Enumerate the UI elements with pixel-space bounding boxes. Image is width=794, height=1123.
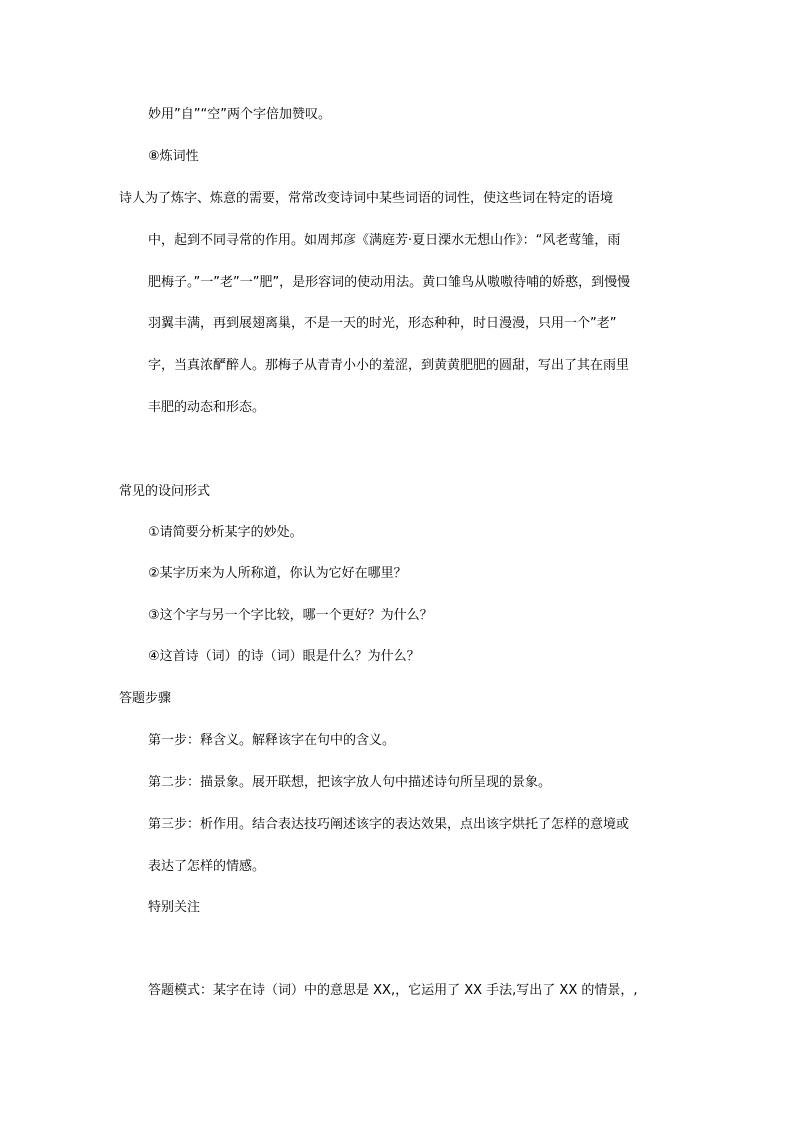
step-item: 第三步：析作用。结合表达技巧阐述该字的表达效果，点出该字烘托了怎样的意境或 xyxy=(148,817,630,832)
section-heading: 常见的设问形式 xyxy=(119,484,211,499)
list-item: ③这个字与另一个字比较，哪一个更好？为什么？ xyxy=(148,608,433,623)
paragraph-line: 肥梅子。”一”老”一”肥”，是形容词的使动用法。黄口雏鸟从嗷嗷待哺的娇憨，到慢慢 xyxy=(148,275,631,290)
answer-template: 答题模式：某字在诗（词）中的意思是 XX,，它运用了 XX 手法,写出了 XX 的情景，, xyxy=(148,983,638,998)
list-item: ④这首诗（词）的诗（词）眼是什么？为什么？ xyxy=(148,649,420,664)
paragraph-line: 字，当真浓酽醉人。那梅子从青青小小的羞涩，到黄黄肥肥的圆甜，写出了其在雨里 xyxy=(148,358,630,373)
paragraph-line: 中，起到不同寻常的作用。如周邦彦《满庭芳·夏日溧水无想山作》：“风老莺雏，雨 xyxy=(148,233,621,248)
paragraph-line: 诗人为了炼字、炼意的需要，常常改变诗词中某些词语的词性，使这些词在特定的语境 xyxy=(119,191,614,206)
paragraph-line: 丰肥的动态和形态。 xyxy=(148,400,266,415)
note-label: 特别关注 xyxy=(148,900,201,915)
subheading-lianci: ⑧炼词性 xyxy=(148,149,199,164)
step-item-continued: 表达了怎样的情感。 xyxy=(148,859,266,874)
step-item: 第二步：描景象。展开联想，把该字放人句中描述诗句所呈现的景象。 xyxy=(148,775,552,790)
paragraph-line: 羽翼丰满，再到展翅离巢，不是一天的时光，形态种种，时日漫漫，只用一个”老” xyxy=(148,316,617,331)
list-item: ②某字历来为人所称道，你认为它好在哪里？ xyxy=(148,566,407,581)
paragraph-line: 妙用”自”“空”两个字倍加赞叹。 xyxy=(148,107,331,122)
list-item: ①请简要分析某字的妙处。 xyxy=(148,525,303,540)
step-item: 第一步：释含义。解释该字在句中的含义。 xyxy=(148,733,396,748)
steps-heading: 答题步骤 xyxy=(119,691,172,706)
